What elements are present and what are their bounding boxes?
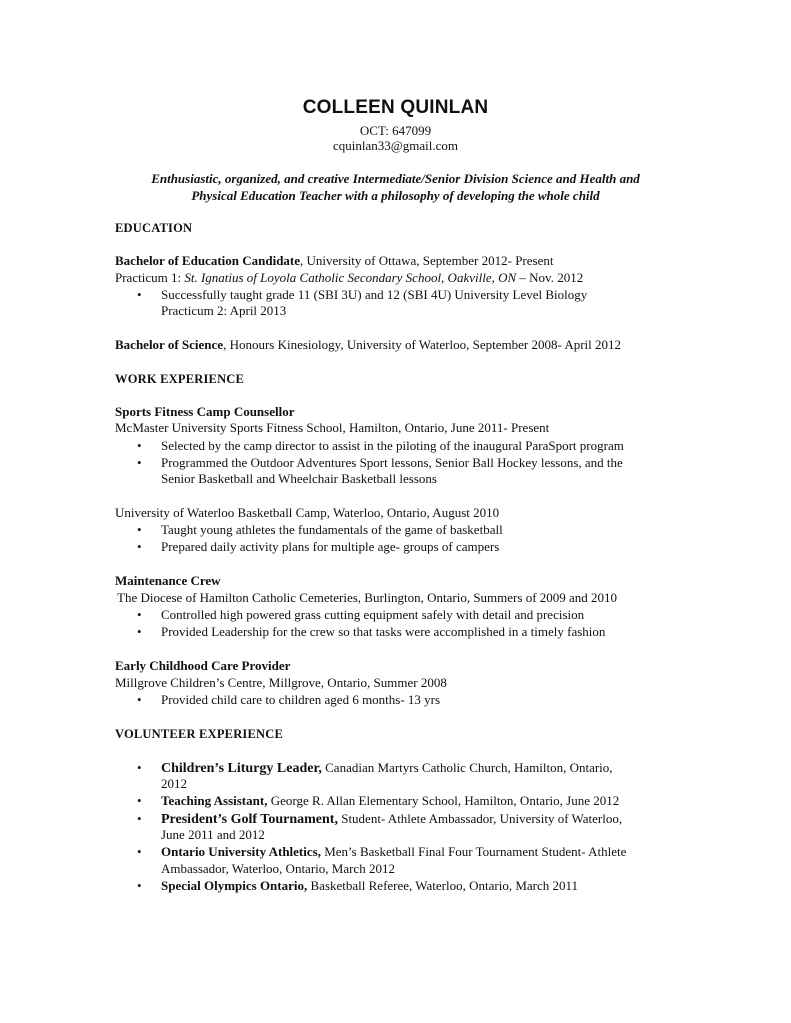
bullet-marker: • [137, 438, 142, 453]
bullet-marker: • [137, 539, 142, 554]
job2-org: University of Waterloo Basketball Camp, Waterloo, Ontario, August 2010 [115, 505, 500, 520]
volunteer-1-line-2: 2012 [161, 776, 187, 791]
bed-details: , University of Ottawa, September 2012- Present [300, 253, 554, 268]
job2-bullet-2: Prepared daily activity plans for multiple age- groups of campers [161, 539, 500, 554]
bsc-entry [115, 337, 621, 353]
email-address: cquinlan33@gmail.com [333, 138, 458, 153]
bsc-details: , Honours Kinesiology, University of Waterloo, September 2008- April 2012 [223, 337, 622, 352]
volunteer-3-title: President’s Golf Tournament, [161, 812, 338, 827]
volunteer-3-line-1 [161, 811, 622, 828]
job3-bullet-1: Controlled high powered grass cutting equipment safely with detail and precision [161, 607, 585, 622]
bullet-marker: • [137, 607, 142, 622]
bullet-marker: • [137, 624, 142, 639]
bed-title: Bachelor of Education Candidate [115, 253, 301, 268]
practicum-prefix: Practicum 1: [115, 270, 185, 285]
oct-number: OCT: 647099 [359, 123, 432, 138]
objective-line-1: Enthusiastic, organized, and creative Intermediate/Senior Division Science and Health and [151, 171, 640, 186]
bullet-marker: • [137, 692, 142, 707]
volunteer-1-details: Canadian Martyrs Catholic Church, Hamilton, Ontario, [321, 760, 613, 775]
practicum-bullet-line-1: Successfully taught grade 11 (SBI 3U) and 12 (SBI 4U) University Level Biology [161, 287, 588, 302]
bullet-marker: • [137, 878, 142, 893]
volunteer-4-title: Ontario University Athletics, [161, 844, 321, 859]
volunteer-4-line-1 [161, 844, 626, 860]
volunteer-5-title: Special Olympics Ontario, [161, 878, 308, 893]
volunteer-4-details: Men’s Basketball Final Four Tournament Student- Athlete [320, 844, 627, 859]
volunteer-2-title: Teaching Assistant, [161, 793, 268, 808]
volunteer-3-line-2: June 2011 and 2012 [161, 827, 265, 842]
bullet-marker: • [137, 455, 142, 470]
bullet-marker: • [137, 522, 142, 537]
work-heading: WORK EXPERIENCE [115, 372, 245, 386]
volunteer-2-line-1 [161, 793, 619, 809]
volunteer-5-line-1 [161, 878, 578, 894]
bullet-marker: • [137, 811, 142, 826]
job1-org: McMaster University Sports Fitness School, Hamilton, Ontario, June 2011- Present [115, 420, 550, 435]
objective-line-2: Physical Education Teacher with a philosophy of developing the whole child [191, 188, 600, 203]
volunteer-1-line-1 [161, 760, 613, 777]
job3-title: Maintenance Crew [115, 573, 221, 588]
practicum-entry [115, 270, 583, 286]
job4-bullet-1: Provided child care to children aged 6 months- 13 yrs [161, 692, 441, 707]
volunteer-5-details: Basketball Referee, Waterloo, Ontario, March 2011 [307, 878, 579, 893]
bullet-marker: • [137, 760, 142, 775]
volunteer-4-line-2: Ambassador, Waterloo, Ontario, March 2012 [161, 861, 395, 876]
volunteer-heading: VOLUNTEER EXPERIENCE [115, 727, 284, 741]
education-heading: EDUCATION [115, 221, 193, 235]
job1-bullet-1: Selected by the camp director to assist in the piloting of the inaugural ParaSport program [161, 438, 624, 453]
candidate-name: COLLEEN QUINLAN [302, 97, 489, 118]
volunteer-1-title: Children’s Liturgy Leader, [161, 761, 322, 776]
job4-org: Millgrove Children’s Centre, Millgrove, Ontario, Summer 2008 [115, 675, 447, 690]
bullet-marker: • [137, 287, 142, 302]
volunteer-3-details: Student- Athlete Ambassador, University of Waterloo, [337, 811, 623, 826]
job1-title: Sports Fitness Camp Counsellor [115, 404, 295, 419]
bsc-title: Bachelor of Science [115, 337, 224, 352]
practicum-bullet-line-2: Practicum 2: April 2013 [161, 303, 287, 318]
job3-org: The Diocese of Hamilton Catholic Cemeteries, Burlington, Ontario, Summers of 2009 and 2010 [117, 590, 618, 605]
practicum-school: St. Ignatius of Loyola Catholic Secondary School, Oakville, ON [184, 270, 517, 285]
job2-bullet-1: Taught young athletes the fundamentals of the game of basketball [161, 522, 503, 537]
bullet-marker: • [137, 844, 142, 859]
bed-entry [115, 253, 553, 269]
bullet-marker: • [137, 793, 142, 808]
volunteer-2-details: George R. Allan Elementary School, Hamilton, Ontario, June 2012 [267, 793, 620, 808]
job4-title: Early Childhood Care Provider [115, 658, 291, 673]
job1-bullet-2-line-1: Programmed the Outdoor Adventures Sport lessons, Senior Ball Hockey lessons, and the [161, 455, 623, 470]
job3-bullet-2: Provided Leadership for the crew so that tasks were accomplished in a timely fashion [161, 624, 606, 639]
practicum-date: – Nov. 2012 [516, 270, 584, 285]
job1-bullet-2-line-2: Senior Basketball and Wheelchair Basketball lessons [161, 471, 437, 486]
